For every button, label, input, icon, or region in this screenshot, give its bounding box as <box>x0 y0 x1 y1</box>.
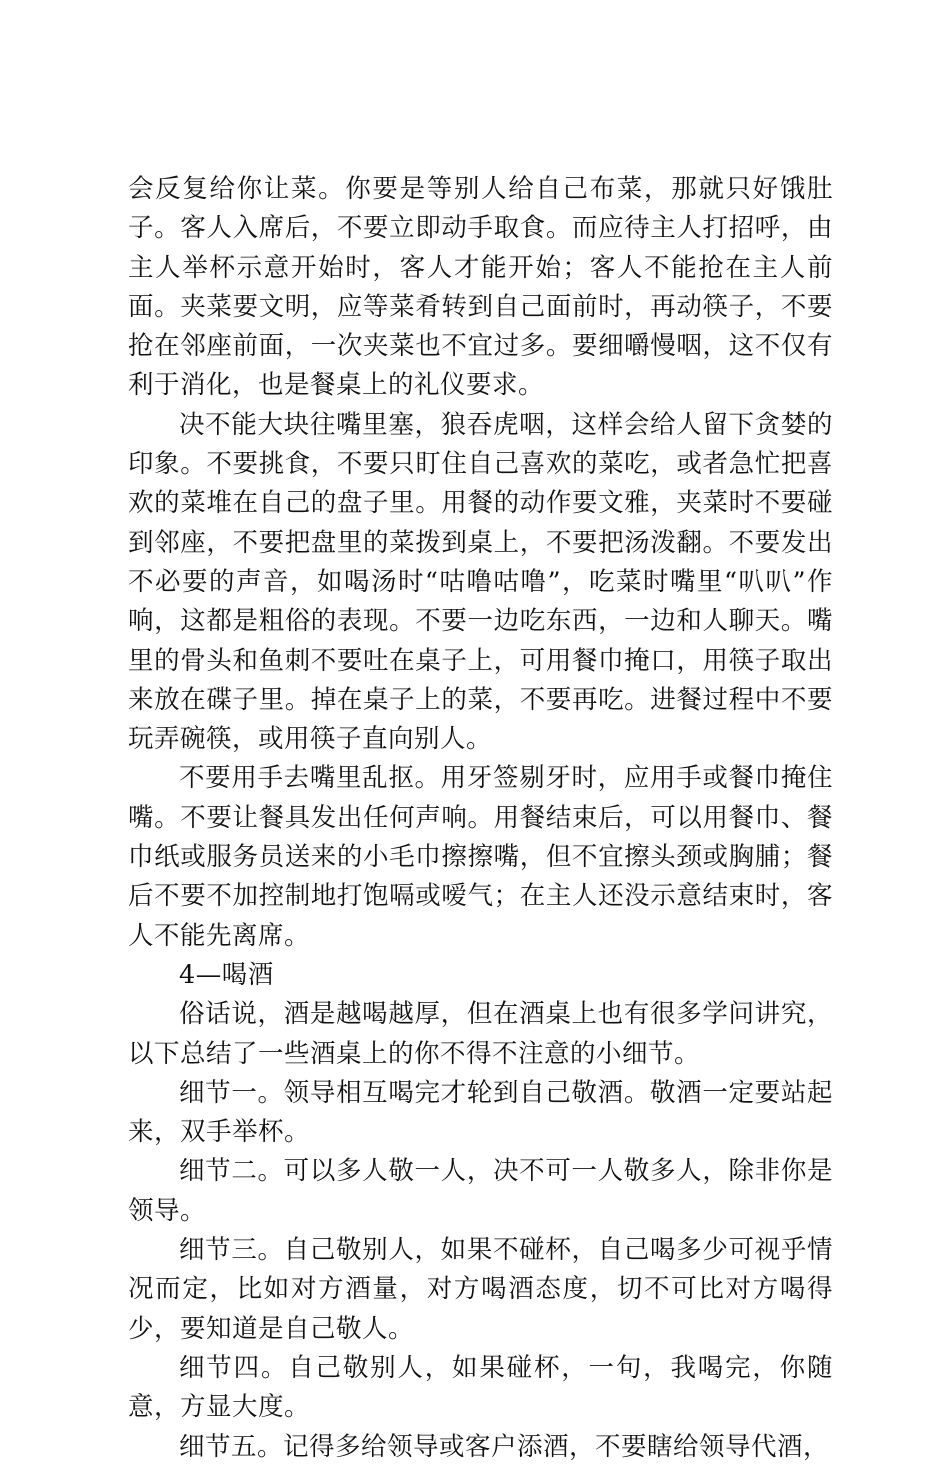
paragraph: 决不能大块往嘴里塞，狼吞虎咽，这样会给人留下贪婪的印象。不要挑食，不要只盯住自己喜欢的菜吃，或者急忙把喜欢的菜堆在自己的盘子里。用餐的动作要文雅，夹菜时不要碰到邻座，不要把盘里的菜拨到桌上，不要把汤泼翻。不要发出不必要的声音，如喝汤时“咕噜咕噜”，吃菜时嘴里“叭叭”作响，这都是粗俗的表现。不要一边吃东西，一边和人聊天。嘴里的骨头和鱼刺不要吐在桌子上，可用餐巾掩口，用筷子取出来放在碟子里。掉在桌子上的菜，不要再吃。进餐过程中不要玩弄碗筷，或用筷子直向别人。 <box>128 409 833 755</box>
paragraph: 细节一。领导相互喝完才轮到自己敬酒。敬酒一定要站起来，双手举杯。 <box>128 1077 833 1148</box>
paragraph: 细节三。自己敬别人，如果不碰杯，自己喝多少可视乎情况而定，比如对方酒量，对方喝酒态度，切不可比对方喝得少，要知道是自己敬人。 <box>128 1235 833 1344</box>
paragraph: 会反复给你让菜。你要是等别人给自己布菜，那就只好饿肚子。客人入席后，不要立即动手取食。而应待主人打招呼，由主人举杯示意开始时，客人才能开始；客人不能抢在主人前面。夹菜要文明，应等菜肴转到自己面前时，再动筷子，不要抢在邻座前面，一次夹菜也不宜过多。要细嚼慢咽，这不仅有利于消化，也是餐桌上的礼仪要求。 <box>128 174 833 401</box>
section-heading: 4—喝酒 <box>179 959 274 990</box>
paragraph: 细节四。自己敬别人，如果碰杯，一句，我喝完，你随意，方显大度。 <box>128 1352 833 1423</box>
paragraph: 俗话说，酒是越喝越厚，但在酒桌上也有很多学问讲究，以下总结了一些酒桌上的你不得不注意的小细节。 <box>128 999 833 1069</box>
paragraph: 不要用手去嘴里乱抠。用牙签剔牙时，应用手或餐巾掩住嘴。不要让餐具发出任何声响。用餐结束后，可以用餐巾、餐巾纸或服务员送来的小毛巾擦擦嘴，但不宜擦头颈或胸脯；餐后不要不加控制地打饱嗝或嗳气；在主人还没示意结束时，客人不能先离席。 <box>128 763 833 951</box>
paragraph: 细节二。可以多人敬一人，决不可一人敬多人，除非你是领导。 <box>128 1156 833 1226</box>
document-body <box>128 170 833 1467</box>
paragraph: 细节五。记得多给领导或客户添酒，不要瞎给领导代酒， <box>179 1431 830 1462</box>
